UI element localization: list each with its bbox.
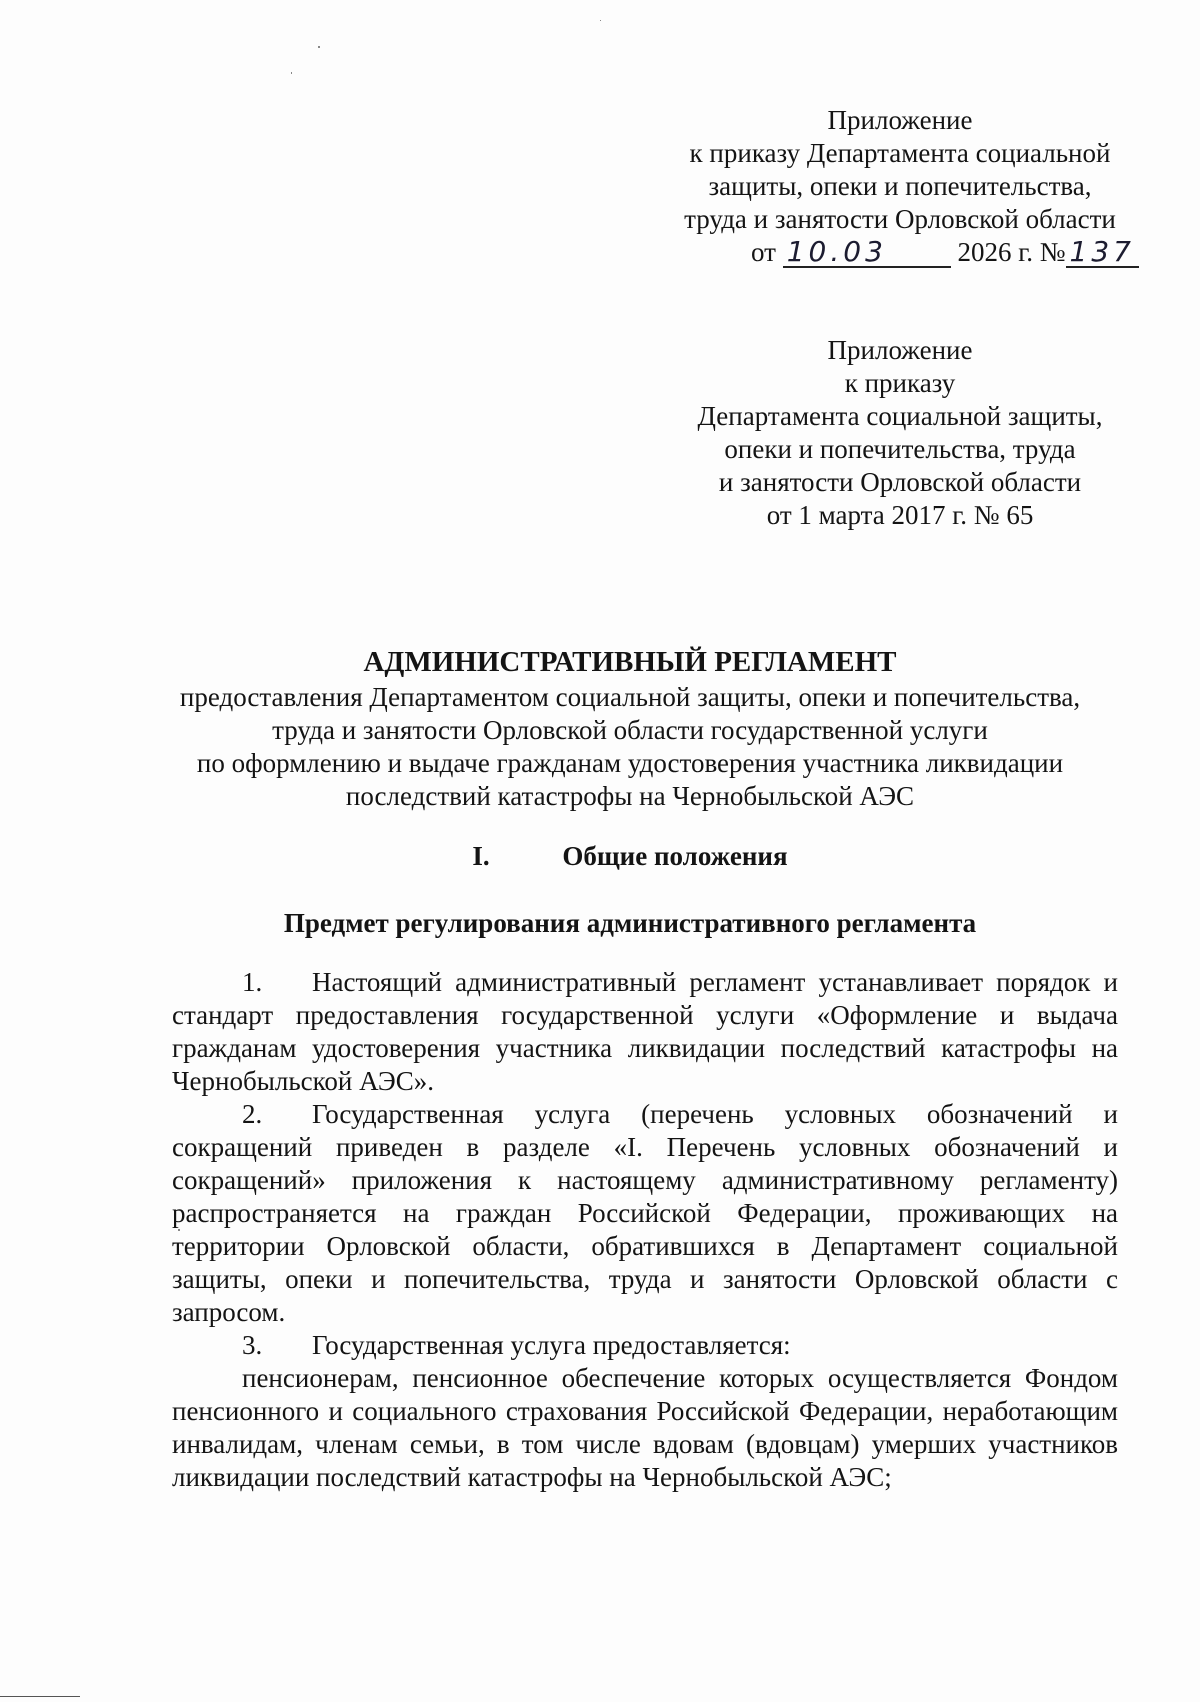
handwritten-date: 10.03 [783, 238, 951, 268]
appendix-date-line [660, 236, 1140, 269]
handwritten-number: 137 [1066, 238, 1139, 268]
year-suffix: 2026 г. № [957, 237, 1066, 267]
scan-speck [318, 46, 320, 48]
appendix-title: Приложение [827, 335, 973, 365]
scan-speck [600, 20, 601, 21]
title-subline: последствий катастрофы на Чернобыльской АЭС [345, 781, 915, 811]
appendix-line: опеки и попечительства, труда [724, 434, 1076, 464]
paragraph-1 [172, 966, 1118, 1098]
appendix-line: Департамента социальной защиты, [697, 401, 1103, 431]
section-title: Общие положения [562, 841, 788, 871]
title-subline: по оформлению и выдаче гражданам удостоверения участника ликвидации [196, 748, 1064, 778]
footnote-rule [0, 1696, 80, 1697]
section-heading [130, 840, 1130, 873]
appendix-line: труда и занятости Орловской области [684, 204, 1116, 234]
subsection-heading: Предмет регулирования административного регламента [283, 908, 977, 938]
paragraph-3 [172, 1329, 1118, 1362]
appendix-title: Приложение [827, 105, 973, 135]
paragraph-text: Государственная услуга предоставляется: [312, 1330, 791, 1360]
paragraph-number: 1. [242, 967, 263, 997]
appendix-line: к приказу Департамента социальной [689, 138, 1111, 168]
title-subline: труда и занятости Орловской области государственной услуги [272, 715, 988, 745]
date-prefix: от [751, 237, 776, 267]
section-number: I. [472, 841, 490, 871]
paragraph-2 [172, 1098, 1118, 1329]
paragraph-text: Государственная услуга (перечень условных обозначений и сокращений приведен в разделе «I. Перечень условных обозначений и сокращений» приложения к настоящему административному регламенту) распространяется на граждан Российской Федерации, проживающих на территории Орловской области, обратившихся в Департамент социальной защиты, опеки и попечительства, труда и занятости Орловской области с запросом. [172, 1099, 1118, 1327]
appendix-date-line: от 1 марта 2017 г. № 65 [766, 500, 1034, 530]
appendix-line: к приказу [844, 368, 956, 398]
body-text [172, 966, 1118, 1494]
regulation-title-block [130, 646, 1130, 813]
appendix-current-header [660, 104, 1140, 269]
paragraph-4: пенсионерам, пенсионное обеспечение которых осуществляется Фондом пенсионного и социального страхования Российской Федерации, неработающим инвалидам, членам семьи, в том числе вдовам (вдовцам) умерших участников ликвидации последствий катастрофы на Чернобыльской АЭС; [172, 1363, 1118, 1492]
paragraph-number: 2. [242, 1099, 263, 1129]
paragraph-text: Настоящий административный регламент устанавливает порядок и стандарт предоставления государственной услуги «Оформление и выдача гражданам удостоверения участника ликвидации последствий катастрофы на Чернобыльской АЭС». [172, 967, 1118, 1096]
appendix-line: и занятости Орловской области [718, 467, 1082, 497]
appendix-line: защиты, опеки и попечительства, [708, 171, 1092, 201]
paragraph-number: 3. [242, 1330, 263, 1360]
scan-speck [291, 72, 292, 74]
regulation-title: АДМИНИСТРАТИВНЫЙ РЕГЛАМЕНТ [363, 646, 897, 678]
appendix-original-header [660, 334, 1140, 532]
title-subline: предоставления Департаментом социальной защиты, опеки и попечительства, [179, 682, 1081, 712]
